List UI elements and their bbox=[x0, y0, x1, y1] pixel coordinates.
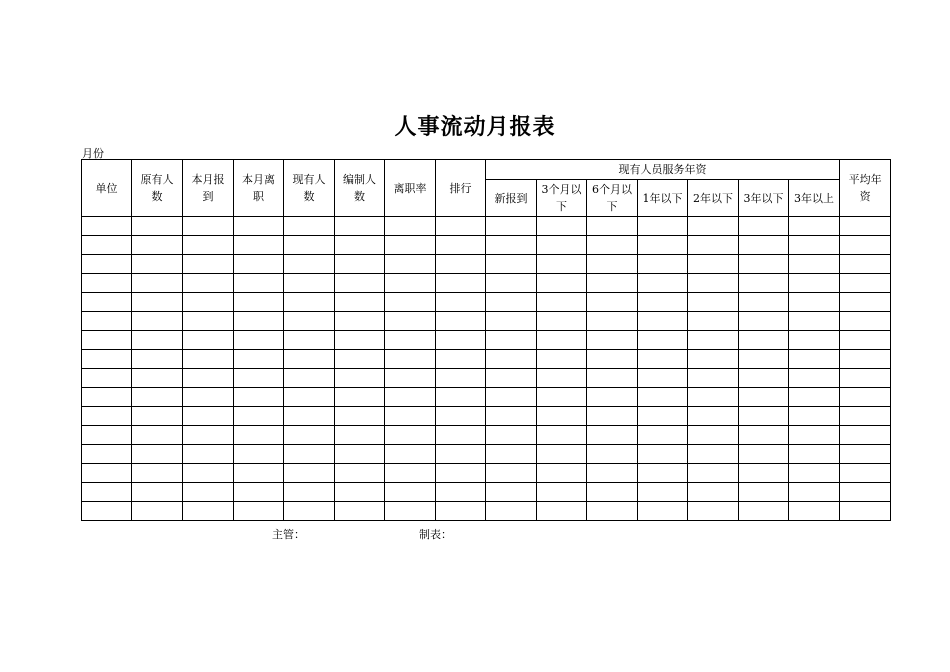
table-cell bbox=[385, 445, 436, 464]
table-cell bbox=[739, 255, 789, 274]
table-cell bbox=[132, 388, 183, 407]
table-cell bbox=[335, 464, 385, 483]
table-cell bbox=[82, 217, 132, 236]
table-cell bbox=[688, 502, 739, 521]
table-cell bbox=[335, 426, 385, 445]
table-cell bbox=[638, 331, 688, 350]
table-cell bbox=[284, 464, 335, 483]
table-cell bbox=[234, 236, 284, 255]
table-cell bbox=[486, 312, 537, 331]
table-cell bbox=[537, 331, 587, 350]
table-cell bbox=[486, 217, 537, 236]
table-cell bbox=[385, 369, 436, 388]
table-row bbox=[82, 217, 891, 236]
table-cell bbox=[183, 445, 234, 464]
table-cell bbox=[486, 274, 537, 293]
table-cell bbox=[132, 331, 183, 350]
table-cell bbox=[688, 426, 739, 445]
table-cell bbox=[537, 407, 587, 426]
table-cell bbox=[335, 293, 385, 312]
table-cell bbox=[284, 350, 335, 369]
table-cell bbox=[436, 407, 486, 426]
table-cell bbox=[132, 464, 183, 483]
table-cell bbox=[284, 255, 335, 274]
table-cell bbox=[183, 369, 234, 388]
table-cell bbox=[234, 445, 284, 464]
table-cell bbox=[284, 293, 335, 312]
table-cell bbox=[638, 274, 688, 293]
table-cell bbox=[335, 350, 385, 369]
table-cell bbox=[183, 350, 234, 369]
table-cell bbox=[234, 255, 284, 274]
table-cell bbox=[688, 388, 739, 407]
table-cell bbox=[789, 388, 840, 407]
subheader-under-3-years: 3年以下 bbox=[739, 180, 789, 217]
table-cell bbox=[436, 502, 486, 521]
subheader-under-6-months: 6个月以下 bbox=[587, 180, 638, 217]
table-row bbox=[82, 274, 891, 293]
supervisor-label: 主管： bbox=[272, 528, 305, 541]
table-cell bbox=[537, 350, 587, 369]
table-cell bbox=[486, 388, 537, 407]
table-cell bbox=[688, 236, 739, 255]
month-label: 月份 bbox=[82, 147, 104, 160]
table-cell bbox=[284, 407, 335, 426]
table-cell bbox=[436, 217, 486, 236]
table-cell bbox=[335, 255, 385, 274]
table-cell bbox=[486, 483, 537, 502]
table-cell bbox=[688, 217, 739, 236]
table-cell bbox=[587, 331, 638, 350]
table-cell bbox=[688, 483, 739, 502]
table-cell bbox=[739, 502, 789, 521]
table-cell bbox=[132, 293, 183, 312]
table-cell bbox=[840, 312, 891, 331]
table-cell bbox=[234, 293, 284, 312]
table-cell bbox=[183, 331, 234, 350]
table-cell bbox=[385, 255, 436, 274]
table-cell bbox=[234, 312, 284, 331]
table-cell bbox=[638, 293, 688, 312]
table-cell bbox=[688, 312, 739, 331]
table-cell bbox=[132, 483, 183, 502]
table-cell bbox=[789, 331, 840, 350]
table-cell bbox=[739, 217, 789, 236]
table-cell bbox=[234, 483, 284, 502]
table-cell bbox=[688, 369, 739, 388]
table-cell bbox=[284, 274, 335, 293]
table-cell bbox=[789, 236, 840, 255]
table-cell bbox=[739, 312, 789, 331]
table-cell bbox=[789, 445, 840, 464]
table-cell bbox=[436, 464, 486, 483]
table-cell bbox=[638, 407, 688, 426]
table-row bbox=[82, 369, 891, 388]
table-cell bbox=[385, 331, 436, 350]
subheader-new-joined: 新报到 bbox=[486, 180, 537, 217]
table-cell bbox=[789, 217, 840, 236]
table-cell bbox=[284, 483, 335, 502]
table-row bbox=[82, 293, 891, 312]
table-cell bbox=[335, 388, 385, 407]
table-cell bbox=[385, 293, 436, 312]
table-cell bbox=[385, 312, 436, 331]
table-cell bbox=[436, 236, 486, 255]
table-cell bbox=[537, 217, 587, 236]
table-cell bbox=[436, 350, 486, 369]
table-cell bbox=[537, 445, 587, 464]
table-cell bbox=[82, 312, 132, 331]
table-cell bbox=[82, 483, 132, 502]
table-cell bbox=[284, 312, 335, 331]
table-cell bbox=[638, 483, 688, 502]
preparer-label: 制表： bbox=[419, 528, 452, 541]
table-cell bbox=[335, 217, 385, 236]
table-row bbox=[82, 483, 891, 502]
table-cell bbox=[840, 407, 891, 426]
table-cell bbox=[486, 464, 537, 483]
table-cell bbox=[840, 255, 891, 274]
table-cell bbox=[385, 236, 436, 255]
table-cell bbox=[335, 331, 385, 350]
table-cell bbox=[638, 369, 688, 388]
table-cell bbox=[537, 502, 587, 521]
table-cell bbox=[183, 217, 234, 236]
table-cell bbox=[486, 407, 537, 426]
table-cell bbox=[234, 464, 284, 483]
table-cell bbox=[789, 464, 840, 483]
table-cell bbox=[840, 331, 891, 350]
table-cell bbox=[183, 464, 234, 483]
table-cell bbox=[739, 293, 789, 312]
table-row bbox=[82, 464, 891, 483]
table-cell bbox=[82, 331, 132, 350]
table-cell bbox=[284, 331, 335, 350]
table-cell bbox=[486, 502, 537, 521]
table-cell bbox=[587, 407, 638, 426]
table-cell bbox=[335, 369, 385, 388]
table-cell bbox=[132, 369, 183, 388]
table-cell bbox=[82, 407, 132, 426]
table-cell bbox=[82, 426, 132, 445]
table-cell bbox=[335, 274, 385, 293]
table-cell bbox=[638, 217, 688, 236]
table-cell bbox=[385, 274, 436, 293]
table-cell bbox=[789, 255, 840, 274]
table-cell bbox=[587, 236, 638, 255]
table-cell bbox=[82, 274, 132, 293]
table-cell bbox=[840, 388, 891, 407]
table-cell bbox=[638, 236, 688, 255]
table-cell bbox=[234, 217, 284, 236]
table-cell bbox=[789, 426, 840, 445]
table-cell bbox=[840, 274, 891, 293]
table-cell bbox=[789, 407, 840, 426]
table-cell bbox=[587, 312, 638, 331]
table-cell bbox=[789, 293, 840, 312]
header-ranking: 排行 bbox=[436, 160, 486, 217]
header-turnover-rate: 离职率 bbox=[385, 160, 436, 217]
table-cell bbox=[587, 426, 638, 445]
table-cell bbox=[638, 426, 688, 445]
table-cell bbox=[739, 388, 789, 407]
table-body bbox=[82, 217, 891, 521]
table-cell bbox=[284, 236, 335, 255]
header-current-headcount: 现有人数 bbox=[284, 160, 335, 217]
table-cell bbox=[284, 426, 335, 445]
table-cell bbox=[789, 350, 840, 369]
table-cell bbox=[183, 407, 234, 426]
table-cell bbox=[739, 464, 789, 483]
table-cell bbox=[132, 445, 183, 464]
table-cell bbox=[183, 255, 234, 274]
table-cell bbox=[132, 350, 183, 369]
table-cell bbox=[132, 426, 183, 445]
table-row bbox=[82, 407, 891, 426]
table-cell bbox=[82, 236, 132, 255]
table-row bbox=[82, 426, 891, 445]
table-cell bbox=[234, 388, 284, 407]
table-row bbox=[82, 388, 891, 407]
table-cell bbox=[486, 255, 537, 274]
table-cell bbox=[436, 312, 486, 331]
table-row bbox=[82, 236, 891, 255]
table-cell bbox=[183, 236, 234, 255]
table-cell bbox=[335, 312, 385, 331]
header-average-seniority: 平均年资 bbox=[840, 160, 891, 217]
table-cell bbox=[486, 445, 537, 464]
table-cell bbox=[82, 445, 132, 464]
table-cell bbox=[385, 407, 436, 426]
table-cell bbox=[132, 502, 183, 521]
table-cell bbox=[587, 293, 638, 312]
report-table bbox=[81, 159, 891, 521]
table-cell bbox=[587, 369, 638, 388]
table-cell bbox=[284, 445, 335, 464]
table-cell bbox=[537, 464, 587, 483]
table-cell bbox=[335, 502, 385, 521]
table-row bbox=[82, 312, 891, 331]
table-cell bbox=[385, 483, 436, 502]
table-cell bbox=[638, 502, 688, 521]
table-cell bbox=[436, 426, 486, 445]
table-row bbox=[82, 445, 891, 464]
table-cell bbox=[638, 312, 688, 331]
table-cell bbox=[537, 426, 587, 445]
table-cell bbox=[688, 255, 739, 274]
table-cell bbox=[537, 274, 587, 293]
table-cell bbox=[840, 293, 891, 312]
table-cell bbox=[537, 236, 587, 255]
table-cell bbox=[183, 502, 234, 521]
table-cell bbox=[587, 255, 638, 274]
table-cell bbox=[486, 350, 537, 369]
table-cell bbox=[739, 369, 789, 388]
table-cell bbox=[284, 217, 335, 236]
table-cell bbox=[840, 236, 891, 255]
table-cell bbox=[840, 483, 891, 502]
table-cell bbox=[436, 445, 486, 464]
table-cell bbox=[436, 483, 486, 502]
table-cell bbox=[840, 217, 891, 236]
table-cell bbox=[234, 274, 284, 293]
subheader-under-3-months: 3个月以下 bbox=[537, 180, 587, 217]
table-cell bbox=[537, 483, 587, 502]
table-cell bbox=[82, 369, 132, 388]
table-cell bbox=[537, 312, 587, 331]
table-cell bbox=[436, 274, 486, 293]
table-cell bbox=[183, 483, 234, 502]
table-cell bbox=[436, 388, 486, 407]
table-cell bbox=[840, 369, 891, 388]
header-service-seniority-group: 现有人员服务年资 bbox=[486, 160, 840, 180]
table-cell bbox=[587, 274, 638, 293]
table-cell bbox=[789, 483, 840, 502]
table-cell bbox=[335, 483, 385, 502]
table-cell bbox=[132, 236, 183, 255]
table-row bbox=[82, 350, 891, 369]
table-cell bbox=[436, 369, 486, 388]
table-cell bbox=[284, 388, 335, 407]
table-cell bbox=[739, 407, 789, 426]
table-cell bbox=[132, 407, 183, 426]
table-cell bbox=[739, 274, 789, 293]
table-cell bbox=[486, 426, 537, 445]
table-cell bbox=[739, 445, 789, 464]
table-cell bbox=[840, 426, 891, 445]
header-authorized-headcount: 编制人数 bbox=[335, 160, 385, 217]
table-cell bbox=[587, 217, 638, 236]
table-cell bbox=[436, 293, 486, 312]
table-cell bbox=[688, 331, 739, 350]
table-cell bbox=[234, 502, 284, 521]
table-cell bbox=[436, 255, 486, 274]
table-cell bbox=[284, 369, 335, 388]
table-cell bbox=[739, 426, 789, 445]
table-cell bbox=[789, 369, 840, 388]
table-cell bbox=[739, 350, 789, 369]
table-row bbox=[82, 502, 891, 521]
table-cell bbox=[132, 255, 183, 274]
table-cell bbox=[335, 445, 385, 464]
table-cell bbox=[385, 426, 436, 445]
table-cell bbox=[688, 293, 739, 312]
table-cell bbox=[335, 407, 385, 426]
table-cell bbox=[537, 388, 587, 407]
table-cell bbox=[537, 255, 587, 274]
table-cell bbox=[284, 502, 335, 521]
table-cell bbox=[638, 388, 688, 407]
table-cell bbox=[335, 236, 385, 255]
table-cell bbox=[234, 407, 284, 426]
table-cell bbox=[789, 502, 840, 521]
table-cell bbox=[840, 464, 891, 483]
subheader-under-1-year: 1年以下 bbox=[638, 180, 688, 217]
header-monthly-resigned: 本月离职 bbox=[234, 160, 284, 217]
table-cell bbox=[385, 350, 436, 369]
table-cell bbox=[587, 388, 638, 407]
table-cell bbox=[234, 426, 284, 445]
table-cell bbox=[82, 388, 132, 407]
table-cell bbox=[132, 312, 183, 331]
table-cell bbox=[385, 502, 436, 521]
table-cell bbox=[638, 350, 688, 369]
table-cell bbox=[587, 350, 638, 369]
table-cell bbox=[688, 464, 739, 483]
table-cell bbox=[486, 331, 537, 350]
subheader-over-3-years: 3年以上 bbox=[789, 180, 840, 217]
table-cell bbox=[840, 350, 891, 369]
table-cell bbox=[486, 369, 537, 388]
table-cell bbox=[234, 369, 284, 388]
table-cell bbox=[82, 350, 132, 369]
table-cell bbox=[183, 274, 234, 293]
table-cell bbox=[638, 464, 688, 483]
table-cell bbox=[132, 274, 183, 293]
table-cell bbox=[183, 293, 234, 312]
table-cell bbox=[183, 388, 234, 407]
table-cell bbox=[789, 274, 840, 293]
table-cell bbox=[82, 464, 132, 483]
table-cell bbox=[385, 217, 436, 236]
table-cell bbox=[587, 502, 638, 521]
table-cell bbox=[537, 369, 587, 388]
table-cell bbox=[638, 255, 688, 274]
table-cell bbox=[436, 331, 486, 350]
table-cell bbox=[739, 331, 789, 350]
table-cell bbox=[739, 483, 789, 502]
table-cell bbox=[688, 350, 739, 369]
table-cell bbox=[587, 445, 638, 464]
table-cell bbox=[739, 236, 789, 255]
table-cell bbox=[486, 236, 537, 255]
table-cell bbox=[840, 445, 891, 464]
table-cell bbox=[82, 255, 132, 274]
page-title: 人事流动月报表 bbox=[394, 114, 556, 140]
table-cell bbox=[688, 274, 739, 293]
table-cell bbox=[688, 407, 739, 426]
table-cell bbox=[132, 217, 183, 236]
header-original-headcount: 原有人数 bbox=[132, 160, 183, 217]
header-monthly-joined: 本月报到 bbox=[183, 160, 234, 217]
table-cell bbox=[385, 388, 436, 407]
table-cell bbox=[840, 502, 891, 521]
subheader-under-2-years: 2年以下 bbox=[688, 180, 739, 217]
table-cell bbox=[82, 502, 132, 521]
table-cell bbox=[385, 464, 436, 483]
table-cell bbox=[234, 350, 284, 369]
table-row bbox=[82, 255, 891, 274]
table-cell bbox=[234, 331, 284, 350]
table-cell bbox=[587, 464, 638, 483]
table-cell bbox=[183, 426, 234, 445]
table-cell bbox=[183, 312, 234, 331]
table-cell bbox=[486, 293, 537, 312]
table-cell bbox=[789, 312, 840, 331]
table-cell bbox=[82, 293, 132, 312]
table-cell bbox=[688, 445, 739, 464]
table-row bbox=[82, 331, 891, 350]
header-unit: 单位 bbox=[82, 160, 132, 217]
table-cell bbox=[587, 483, 638, 502]
table-cell bbox=[638, 445, 688, 464]
table-cell bbox=[537, 293, 587, 312]
